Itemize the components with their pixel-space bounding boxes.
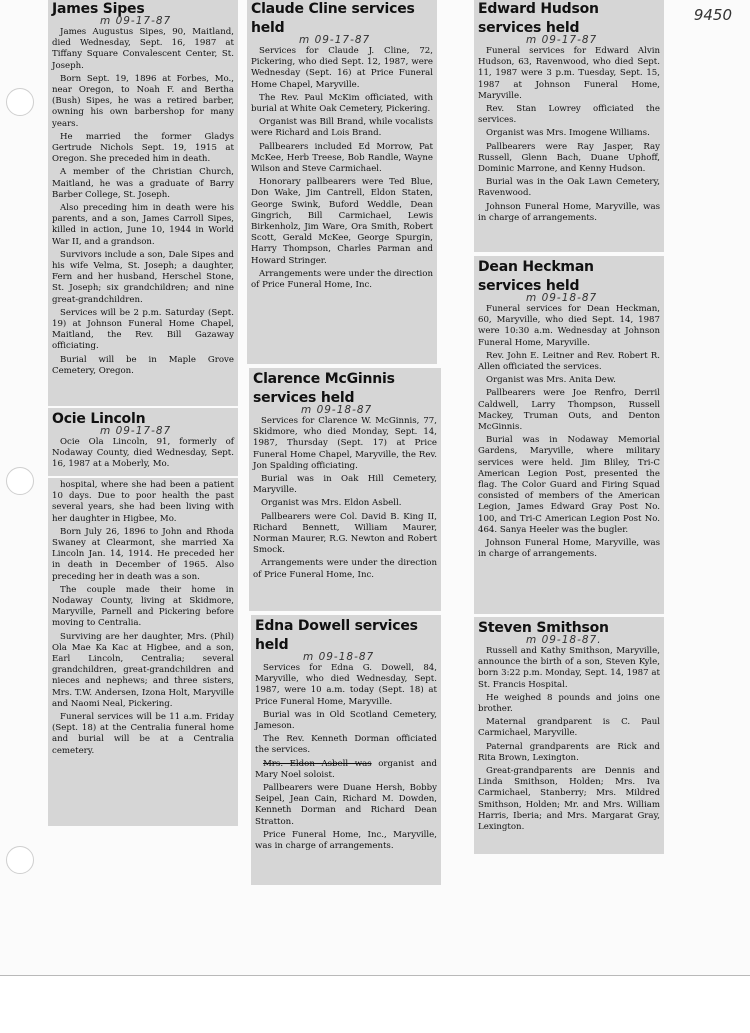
struck-text: Mrs. Eldon Asbell was <box>263 758 372 769</box>
paragraph: Rev. John E. Leitner and Rev. Robert R. Allen officiated the services. <box>478 350 660 373</box>
body <box>255 663 437 757</box>
paragraph: Burial was in the Oak Lawn Cemetery, Ravenwood. <box>478 177 660 199</box>
paragraph: Born Sept. 19, 1896 at Forbes, Mo., near Oregon, to Noah F. and Bertha (Bush) Sipes, he was a retired barber, owning his own barbershop for many years. <box>52 73 234 129</box>
paragraph: Pallbearers were Col. David B. King II, Richard Bennett, William Maurer, Norman Maurer, R.G. Newton and Robert Smock. <box>253 511 437 556</box>
paragraph: Rev. Stan Lowrey officiated the services. <box>478 104 660 126</box>
paragraph: Surviving are her daughter, Mrs. (Phil) Ola Mae Ka Kac at Higbee, and a son, Earl Lincoln, Centralia; several grandchildren, great-grandchildren and nieces and nephews; and three sisters, Mrs. T.W. Andersen, Izona Holt, Maryville and Naomi Neal, Pickering. <box>52 631 234 709</box>
paragraph: He weighed 8 pounds and joins one brother. <box>478 692 660 715</box>
headline: Clarence McGinnis services held <box>253 371 395 406</box>
body <box>52 437 234 471</box>
handwritten-date: m 09-18-87 <box>526 292 598 304</box>
body <box>52 480 234 757</box>
clipping-ocie-lincoln-continued <box>48 478 238 826</box>
headline: James Sipes <box>52 1 145 17</box>
paragraph: Funeral services for Dean Heckman, 60, Maryville, who died Sept. 14, 1987 were 10:30 a.m. Wednesday at Johnson Funeral Home, Maryville. <box>478 304 660 348</box>
handwritten-date: m 09-18-87. <box>526 634 602 646</box>
paragraph: A member of the Christian Church, Maitland, he was a graduate of Barry Barber College, St. Joseph. <box>52 167 234 200</box>
body <box>52 27 234 377</box>
clipping-edna-dowell <box>251 615 441 885</box>
handwritten-date: m 09-17-87 <box>100 15 172 27</box>
clipping-edward-hudson <box>474 0 664 252</box>
struck-paragraph <box>255 759 437 781</box>
paragraph: The couple made their home in Nodaway County, living at Skidmore, Maryville, Parnell and Pickering before moving to Centralia. <box>52 584 234 629</box>
paragraph: Pallbearers were Ray Jasper, Ray Russell, Glenn Bach, Duane Uphoff, Dominic Marrone, and Kenny Hudson. <box>478 141 660 175</box>
body <box>253 416 437 581</box>
paragraph: Paternal grandparents are Rick and Rita Brown, Lexington. <box>478 741 660 763</box>
handwritten-date: m 09-17-87 <box>100 425 172 437</box>
paragraph: Ocie Ola Lincoln, 91, formerly of Nodaway County, died Wednesday, Sept. 16, 1987 at a Moberly, Mo. <box>52 437 234 470</box>
paragraph: Burial was in Oak Hill Cemetery, Maryville. <box>253 474 437 496</box>
paragraph: Johnson Funeral Home, Maryville, was in charge of arrangements. <box>478 538 660 560</box>
paragraph: Organist was Bill Brand, while vocalists were Richard and Lois Brand. <box>251 117 433 139</box>
paragraph: The Rev. Kenneth Dorman officiated the services. <box>255 734 437 756</box>
paragraph: He married the former Gladys Gertrude Nichols Sept. 19, 1915 at Oregon. She preceded him in death. <box>52 131 234 165</box>
handwritten-date: m 09-18-87 <box>301 404 373 416</box>
clipping-claude-cline <box>247 0 437 364</box>
clipping-james-sipes <box>48 0 238 406</box>
paragraph: Services for Clarence W. McGinnis, 77, Skidmore, who died Monday, Sept. 14, 1987, Thursday (Sept. 17) at Price Funeral Home Chapel, Maryville, the Rev. Jon Spalding officiating. <box>253 416 437 471</box>
paragraph: Honorary pallbearers were Ted Blue, Don Wake, Jim Cantrell, Eldon Staten, George Swink, Buford Weddle, Dean Gingrich, Bill Carmichael, Lewis Birkenholz, Jim Ware, Ora Smith, Robert Scott, Gerald McKee, George Spurgin, Harry Thompson, Charles Parman and Howard Stringer. <box>251 177 433 266</box>
paragraph: Services will be 2 p.m. Saturday (Sept. 19) at Johnson Funeral Home Chapel, Maitland, the Rev. Bill Gazaway officiating. <box>52 307 234 352</box>
paragraph: Johnson Funeral Home, Maryville, was in charge of arrangements. <box>478 201 660 223</box>
clipping-steven-smithson <box>474 617 664 854</box>
clipping-dean-heckman <box>474 256 664 614</box>
paragraph: Arrangements were under the direction of Price Funeral Home, Inc. <box>251 268 433 291</box>
clipping-ocie-lincoln <box>48 408 238 476</box>
paragraph: Price Funeral Home, Inc., Maryville, was in charge of arrangements. <box>255 829 437 852</box>
paragraph: Organist was Mrs. Imogene Williams. <box>486 128 650 139</box>
paragraph: The Rev. Paul McKim officiated, with burial at White Oak Cemetery, Pickering. <box>251 92 433 115</box>
handwritten-date: m 09-17-87 <box>299 34 371 46</box>
handwritten-date: m 09-18-87 <box>303 651 375 663</box>
body-after <box>255 783 437 852</box>
paragraph: Great-grandparents are Dennis and Linda Smithson, Holden; Mrs. Iva Carmichael, Stanberry; Mrs. Mildred Smithson, Holden; Mr. and Mrs. William Harris, Iberia; and Mrs. Margarat Gray, Lexington. <box>478 766 660 833</box>
headline: Edna Dowell services held <box>255 618 418 653</box>
paragraph: Burial was in Nodaway Memorial Gardens, Maryville, where military services were held. Jim Bliley, Tri-C American Legion Post, presented the flag. The Color Guard and Firing Squad consisted of members of the American Legion, James Edward Gray Post No. 100, and Tri-C American Legion Post No. 464. Sanya Heeler was the bugler. <box>478 435 660 535</box>
paragraph: Organist was Mrs. Anita Dew. <box>486 375 616 386</box>
binder-hole-top <box>6 88 34 116</box>
paragraph: Services for Claude J. Cline, 72, Pickering, who died Sept. 12, 1987, were Wednesday (Sept. 16) at Price Funeral Home Chapel, Maryville. <box>251 46 433 90</box>
body <box>478 646 660 833</box>
binder-hole-bottom <box>6 846 34 874</box>
struck-rest: organist and Mary Noel soloist. <box>255 758 437 780</box>
paragraph: Pallbearers included Ed Morrow, Pat McKee, Herb Treese, Bob Randle, Wayne Wilson and Steve Carmichael. <box>251 141 433 175</box>
sheet-number: 9450 <box>693 6 732 24</box>
body <box>478 304 660 560</box>
paragraph: James Augustus Sipes, 90, Maitland, died Wednesday, Sept. 16, 1987 at Tiffany Square Convalescent Center, St. Joseph. <box>52 27 234 71</box>
headline: Ocie Lincoln <box>52 411 146 427</box>
paragraph: Pallbearers were Joe Renfro, Derril Caldwell, Larry Thompson, Russell Mackey, Truman Outs, and Denton McGinnis. <box>478 388 660 433</box>
headline: Dean Heckman services held <box>478 259 594 294</box>
headline: Steven Smithson <box>478 620 609 636</box>
body <box>478 46 660 224</box>
paragraph: Arrangements were under the direction of Price Funeral Home, Inc. <box>253 558 437 580</box>
headline: Edward Hudson services held <box>478 1 599 36</box>
paragraph: Burial will be in Maple Grove Cemetery, Oregon. <box>52 354 234 376</box>
paragraph: Burial was in Old Scotland Cemetery, Jameson. <box>255 709 437 732</box>
paragraph: hospital, where she had been a patient 10 days. Due to poor health the past several years, she had been living with her daughter in Higbee, Mo. <box>52 480 234 524</box>
paragraph: Funeral services will be 11 a.m. Friday (Sept. 18) at the Centralia funeral home and burial will be at a Centralia cemetery. <box>52 712 234 756</box>
paragraph: Pallbearers were Duane Hersh, Bobby Seipel, Jean Cain, Richard M. Dowden, Kenneth Dorman and Richard Dean Stratton. <box>255 783 437 827</box>
paragraph: Russell and Kathy Smithson, Maryville, announce the birth of a son, Steven Kyle, born 3:22 p.m. Monday, Sept. 14, 1987 at St. Francis Hospital. <box>478 646 660 690</box>
handwritten-date: m 09-17-87 <box>526 34 598 46</box>
body <box>251 46 433 291</box>
paragraph: Services for Edna G. Dowell, 84, Maryville, who died Wednesday, Sept. 1987, were 10 a.m. today (Sept. 18) at Price Funeral Home, Maryville. <box>255 663 437 707</box>
paragraph: Maternal grandparent is C. Paul Carmichael, Maryville. <box>478 717 660 739</box>
paragraph: Also preceding him in death were his parents, and a son, James Carroll Sipes, killed in action, June 10, 1944 in World War II, and a grandson. <box>52 203 234 247</box>
headline: Claude Cline services held <box>251 1 415 36</box>
clipping-clarence-mcginnis <box>249 368 441 611</box>
binder-hole-middle <box>6 467 34 495</box>
paragraph: Organist was Mrs. Eldon Asbell. <box>261 498 402 509</box>
paragraph: Survivors include a son, Dale Sipes and his wife Velma, St. Joseph; a daughter, Fern and her husband, Herschel Stone, St. Joseph; six grandchildren; and nine great-grandchildren. <box>52 249 234 305</box>
paragraph: Funeral services for Edward Alvin Hudson, 63, Ravenwood, who died Sept. 11, 1987 were 3 p.m. Tuesday, Sept. 15, 1987 at Johnson Funeral Home, Maryville. <box>478 46 660 101</box>
paragraph: Born July 26, 1896 to John and Rhoda Swaney at Clearmont, she married Xa Lincoln Jan. 14, 1914. He preceded her in death in December of 1965. Also preceding her in death was a son. <box>52 526 234 582</box>
